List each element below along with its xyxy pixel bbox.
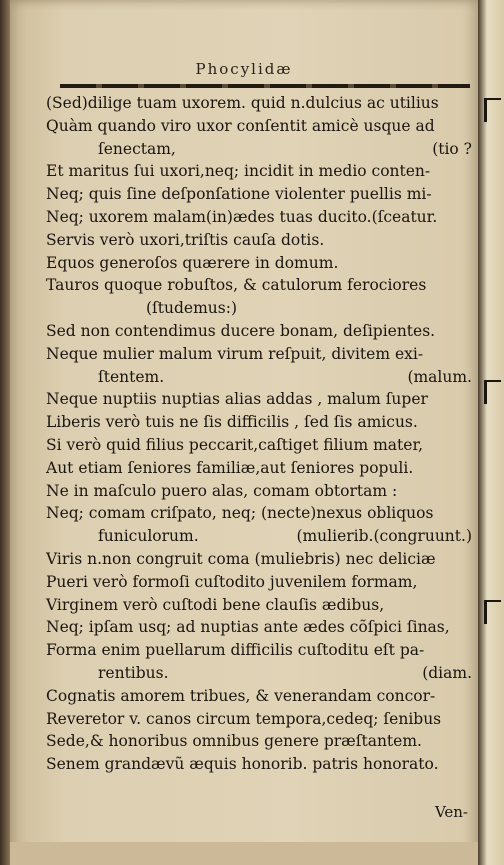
- text-line: Pueri verò formoſi cuſtodito juvenilem formam,: [46, 572, 418, 591]
- text-line: Neq; comam criſpato, neq; (necte)nexus obliquos: [46, 504, 434, 523]
- book-spine: [0, 0, 10, 865]
- margin-mark: [484, 600, 501, 624]
- text-line: [46, 138, 472, 161]
- text-line-right: (mulierib.(congruunt.): [296, 527, 472, 546]
- text-line-right: (tio ?: [432, 139, 472, 158]
- text-line: Equos generoſos quærere in domum.: [46, 253, 339, 272]
- text-line: Cognatis amorem tribues, & venerandam concor-: [46, 686, 436, 705]
- text-line: Quàm quando viro uxor conſentit amicè usque ad: [46, 116, 435, 135]
- text-line: [46, 662, 472, 685]
- page-bottom-margin: [10, 842, 478, 865]
- next-page-edge: [478, 0, 504, 865]
- text-line: Virginem verò cuſtodi bene clauſis ædibus,: [46, 595, 385, 614]
- text-line: [46, 366, 472, 389]
- text-line: Aut etiam ſeniores familiæ,aut ſeniores populi.: [46, 458, 414, 477]
- text-line: Liberis verò tuis ne ſis difficilis , ſed ſis amicus.: [46, 413, 418, 432]
- text-line: Neq; ipſam usq; ad nuptias ante ædes cõſpici ſinas,: [46, 618, 450, 637]
- text-line-left: ſtentem.: [98, 367, 165, 386]
- text-line-left: funiculorum.: [98, 527, 199, 546]
- text-line: Reveretor v. canos circum tempora,cedeq; ſenibus: [46, 709, 442, 728]
- text-line: Viris n.non congruit coma (muliebris) nec deliciæ: [46, 549, 436, 568]
- text-line-right: (malum.: [407, 367, 472, 386]
- text-line: (Sed)dilige tuam uxorem. quid n.dulcius ac utilius: [46, 94, 439, 112]
- text-line: (ſtudemus:): [146, 299, 237, 318]
- margin-mark: [484, 98, 501, 122]
- text-line: Servis verò uxori,triſtis cauſa dotis.: [46, 230, 325, 249]
- text-line: [46, 525, 472, 548]
- text-line: Neq; uxorem malam(in)ædes tuas ducito.(ſceatur.: [46, 207, 438, 226]
- text-line: Sede,& honoribus omnibus genere præſtantem.: [46, 732, 422, 751]
- text-line: Neque mulier malum virum reſpuit, divitem exi-: [46, 344, 424, 363]
- text-line: Neque nuptiis nuptias alias addas , malum ſuper: [46, 390, 428, 409]
- book-page: [10, 0, 478, 865]
- text-line: Senem grandævũ æquis honorib. patris honorato.: [46, 755, 439, 774]
- text-line: Neq; quis ſine deſponſatione violenter puellis mi-: [46, 185, 432, 204]
- text-line-right: (diam.: [422, 663, 472, 682]
- text-line: Sed non contendimus ducere bonam, deſipientes.: [46, 321, 436, 340]
- page-text: [46, 92, 472, 776]
- header-rule: [60, 84, 470, 88]
- running-header: Phocylidæ: [195, 60, 293, 78]
- text-line-left: rentibus.: [98, 663, 169, 682]
- text-line: Tauros quoque robuſtos, & catulorum ferociores: [46, 276, 427, 295]
- text-line: Forma enim puellarum difficilis cuſtoditu eſt pa-: [46, 641, 425, 660]
- text-line: Ne in maſculo puero alas, comam obtortam :: [46, 481, 398, 500]
- text-line: Si verò quid filius peccarit,caſtiget filium mater,: [46, 435, 424, 454]
- catchword: Ven-: [434, 803, 468, 821]
- text-line: Et maritus ſui uxori,neq; incidit in medio conten-: [46, 162, 431, 181]
- margin-mark: [484, 380, 501, 404]
- text-line-left: ſenectam,: [98, 139, 176, 158]
